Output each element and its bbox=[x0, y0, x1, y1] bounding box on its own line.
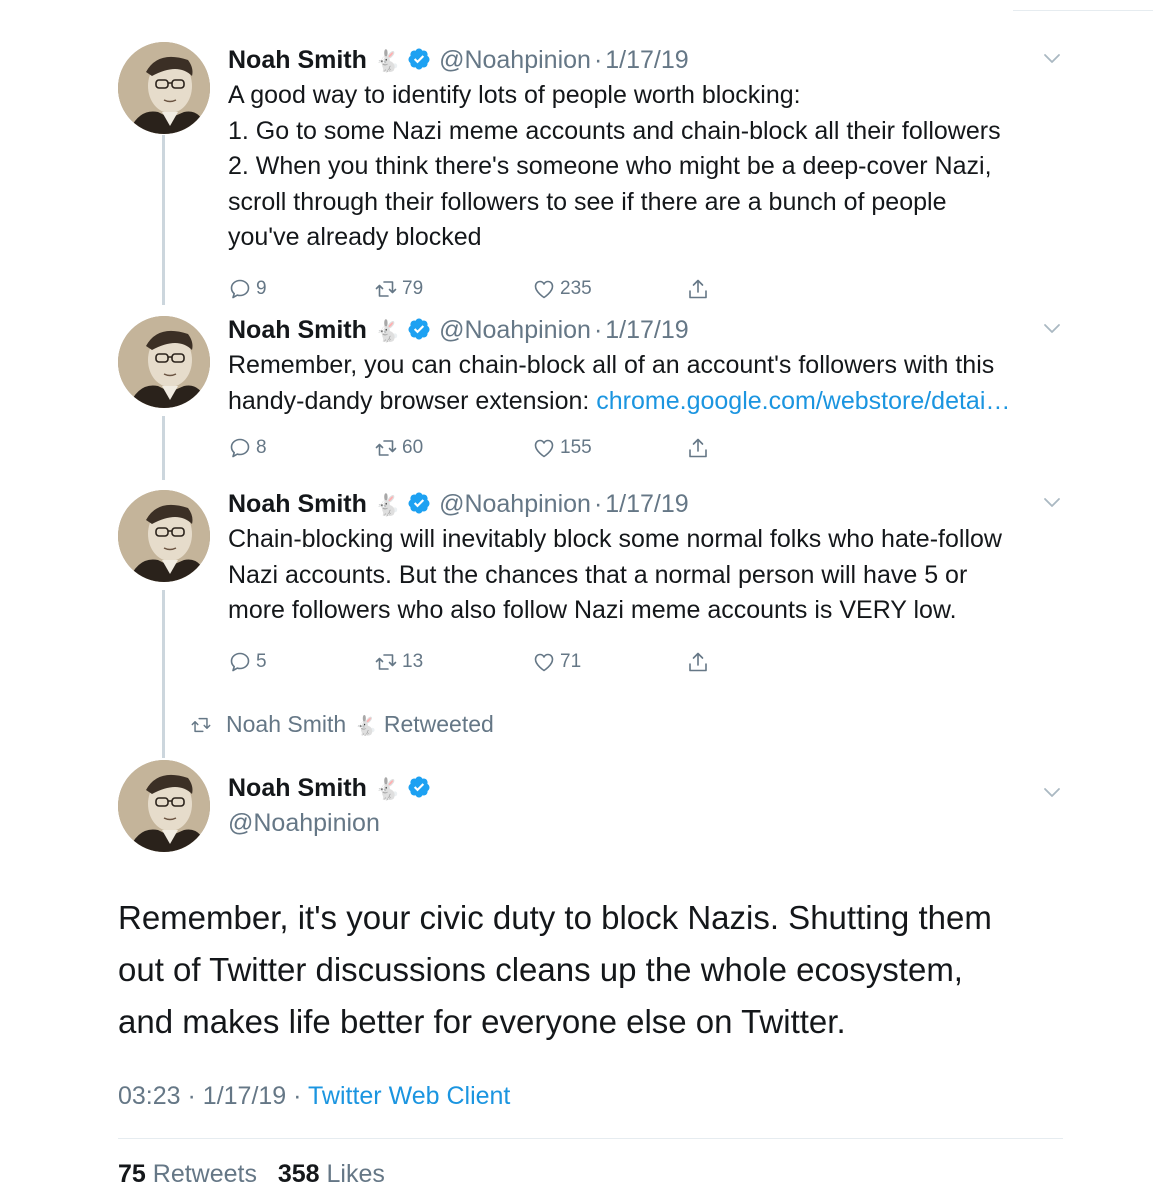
tweet-source-link[interactable]: Twitter Web Client bbox=[308, 1082, 511, 1110]
separator: · bbox=[593, 46, 603, 74]
reply-button[interactable] bbox=[228, 647, 267, 677]
like-count: 235 bbox=[560, 277, 592, 299]
tweet-text-line: and makes life better for everyone else on Twitter. bbox=[118, 1003, 846, 1040]
author-handle[interactable]: @Noahpinion bbox=[439, 490, 591, 518]
tweet-text-line: Remember, it's your civic duty to block Nazis. Shutting them bbox=[118, 899, 992, 936]
reply-icon bbox=[228, 277, 252, 301]
verified-badge-icon bbox=[407, 47, 431, 71]
tweet-text-line: more followers who also follow Nazi meme accounts is VERY low. bbox=[228, 596, 957, 624]
tweet-text-line: 2. When you think there's someone who might be a deep-cover Nazi, bbox=[228, 152, 992, 180]
retweet-icon bbox=[374, 436, 398, 460]
engagement-stats bbox=[118, 1157, 385, 1191]
verified-badge-icon bbox=[407, 317, 431, 341]
tweet-actions bbox=[228, 274, 1078, 304]
author-name[interactable]: Noah Smith bbox=[228, 774, 367, 802]
separator: · bbox=[593, 490, 603, 518]
tweet-date[interactable]: 1/17/19 bbox=[605, 46, 689, 74]
tweet-metadata bbox=[118, 1078, 510, 1114]
retweet-count: 13 bbox=[402, 650, 424, 672]
chevron-down-icon[interactable] bbox=[1042, 492, 1062, 512]
retweets-label: Retweets bbox=[152, 1160, 257, 1188]
share-button[interactable] bbox=[686, 433, 710, 463]
share-icon bbox=[686, 650, 710, 674]
tweet-text-fragment: handy-dandy browser extension: bbox=[228, 386, 597, 415]
tweet-text-line: out of Twitter discussions cleans up the whole ecosystem, bbox=[118, 951, 963, 988]
tweet-header bbox=[228, 486, 1078, 522]
retweet-count: 79 bbox=[402, 277, 424, 299]
tweet-text bbox=[228, 522, 1078, 629]
retweets-stat[interactable] bbox=[118, 1160, 257, 1188]
reply-icon bbox=[228, 650, 252, 674]
retweeted-banner bbox=[190, 709, 494, 739]
like-button[interactable] bbox=[532, 433, 592, 463]
rabbit-emoji: 🐇 bbox=[374, 778, 402, 801]
reply-count: 5 bbox=[256, 650, 267, 672]
like-count: 358 bbox=[277, 1160, 320, 1188]
author-handle[interactable]: @Noahpinion bbox=[439, 316, 591, 344]
like-button[interactable] bbox=[532, 274, 592, 304]
divider bbox=[118, 1138, 1063, 1139]
like-count: 155 bbox=[560, 437, 592, 458]
retweet-button[interactable] bbox=[374, 647, 423, 677]
author-name[interactable]: Noah Smith bbox=[228, 490, 367, 518]
rabbit-emoji: 🐇 bbox=[354, 716, 378, 737]
separator: · bbox=[187, 1082, 196, 1110]
rabbit-emoji: 🐇 bbox=[374, 50, 402, 73]
retweet-count: 75 bbox=[118, 1160, 146, 1188]
like-icon bbox=[532, 277, 556, 301]
retweet-icon bbox=[190, 714, 212, 736]
retweet-count: 60 bbox=[402, 437, 424, 458]
reply-button[interactable] bbox=[228, 274, 267, 304]
tweet-text bbox=[228, 78, 1078, 256]
tweet-text-line: Nazi accounts. But the chances that a normal person will have 5 or bbox=[228, 560, 968, 589]
share-button[interactable] bbox=[686, 274, 710, 304]
retweet-button[interactable] bbox=[374, 274, 423, 304]
reply-count: 9 bbox=[256, 277, 267, 299]
tweet-text-line: you've already blocked bbox=[228, 223, 482, 251]
likes-stat[interactable] bbox=[278, 1160, 385, 1188]
tweet-date[interactable]: 1/17/19 bbox=[202, 1082, 287, 1110]
retweeter-name[interactable]: Noah Smith bbox=[226, 711, 347, 737]
retweet-icon bbox=[374, 650, 398, 674]
likes-label: Likes bbox=[326, 1160, 385, 1188]
tweet-text-line: Remember, you can chain-block all of an account's followers with this bbox=[228, 351, 995, 379]
separator: · bbox=[293, 1082, 302, 1110]
avatar[interactable] bbox=[118, 316, 210, 408]
author-name[interactable]: Noah Smith bbox=[228, 46, 367, 74]
tweet-actions bbox=[228, 433, 1078, 463]
retweet-icon bbox=[374, 277, 398, 301]
like-icon bbox=[532, 436, 556, 460]
extension-link[interactable]: chrome.google.com/webstore/detai… bbox=[596, 386, 1011, 415]
share-icon bbox=[686, 436, 710, 460]
tweet-text-line: 1. Go to some Nazi meme accounts and chain-block all their followers bbox=[228, 116, 1001, 145]
tweet-date[interactable]: 1/17/19 bbox=[605, 490, 689, 518]
verified-badge-icon bbox=[407, 491, 431, 515]
tweet-text-line: A good way to identify lots of people worth blocking: bbox=[228, 81, 801, 109]
separator: · bbox=[593, 316, 603, 344]
tweet-header bbox=[228, 312, 1078, 348]
tweet-text-line: scroll through their followers to see if there are a bunch of people bbox=[228, 187, 947, 216]
share-button[interactable] bbox=[686, 647, 710, 677]
thread-connector bbox=[162, 135, 165, 305]
rabbit-emoji: 🐇 bbox=[374, 494, 402, 517]
avatar[interactable] bbox=[118, 42, 210, 134]
verified-badge-icon bbox=[407, 775, 431, 799]
author-handle[interactable]: @Noahpinion bbox=[228, 809, 380, 837]
thread-connector bbox=[162, 590, 165, 758]
top-edge bbox=[0, 0, 1153, 12]
tweet-text-line: Chain-blocking will inevitably block some normal folks who hate-follow bbox=[228, 525, 1002, 553]
like-count: 71 bbox=[560, 650, 582, 672]
chevron-down-icon[interactable] bbox=[1042, 318, 1062, 338]
tweet-header bbox=[228, 42, 1078, 78]
tweet-header bbox=[228, 770, 1078, 806]
thread-connector bbox=[162, 416, 165, 480]
reply-count: 8 bbox=[256, 437, 267, 458]
like-button[interactable] bbox=[532, 647, 581, 677]
tweet-actions bbox=[228, 647, 1078, 677]
reply-icon bbox=[228, 436, 252, 460]
tweet-text bbox=[228, 348, 1078, 419]
tweet-text-line bbox=[228, 384, 1078, 420]
tweet-time[interactable]: 03:23 bbox=[118, 1082, 181, 1110]
retweeted-label: Retweeted bbox=[383, 711, 494, 737]
chevron-down-icon[interactable] bbox=[1042, 48, 1062, 68]
like-icon bbox=[532, 650, 556, 674]
tweet-date[interactable]: 1/17/19 bbox=[605, 316, 689, 344]
reply-button[interactable] bbox=[228, 433, 267, 463]
author-name[interactable]: Noah Smith bbox=[228, 316, 367, 344]
main-tweet-text bbox=[118, 892, 1098, 1048]
avatar[interactable] bbox=[118, 760, 210, 852]
retweet-button[interactable] bbox=[374, 433, 423, 463]
rabbit-emoji: 🐇 bbox=[374, 320, 402, 343]
share-icon bbox=[686, 277, 710, 301]
avatar[interactable] bbox=[118, 490, 210, 582]
chevron-down-icon[interactable] bbox=[1042, 782, 1062, 802]
author-handle[interactable]: @Noahpinion bbox=[439, 46, 591, 74]
